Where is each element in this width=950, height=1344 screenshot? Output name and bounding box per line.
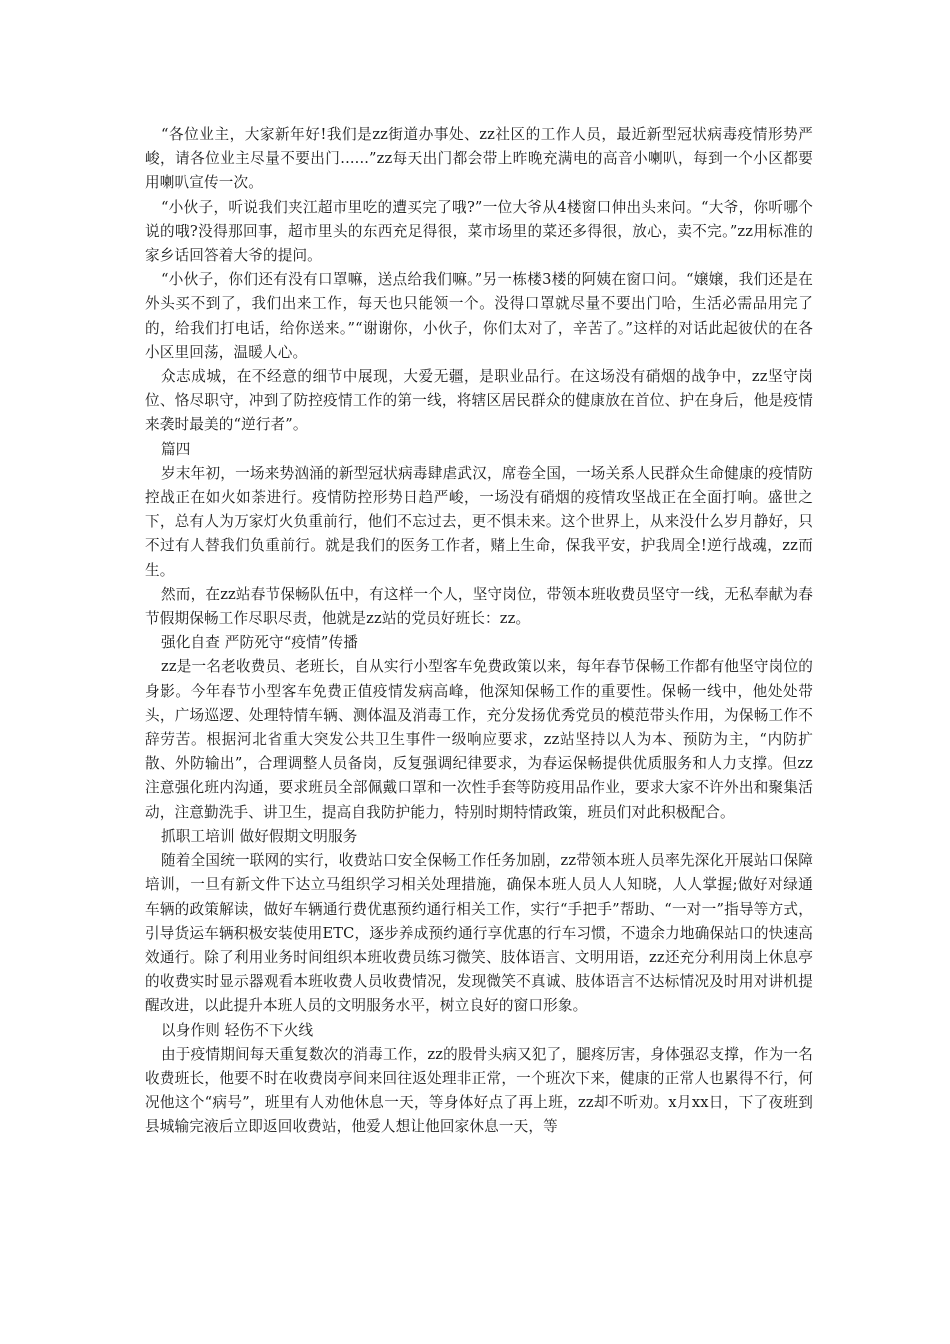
subheading-lead-by-example: 以身作则 轻伤不下火线: [161, 1021, 314, 1039]
subheading-staff-training: 抓职工培训 做好假期文明服务: [161, 827, 358, 845]
paragraph-team-leader-intro: 然而，在zz站春节保畅队伍中，有这样一个人，坚守岗位，带领本班收费员坚守一线，无私奉献为春节假期保畅工作尽职尽责，他就是zz站的党员好班长：zz。: [145, 585, 813, 628]
paragraph-self-inspection: zz是一名老收费员、老班长，自从实行小型客车免费政策以来，每年春节保畅工作都有他坚守岗位的身影。今年春节小型客车免费正值疫情发病高峰，他深知保畅工作的重要性。保畅一线中，他处处带头，广场巡逻、处理特情车辆、测体温及消毒工作，充分发扬优秀党员的模范带头作用，为保畅工作不辞劳苦。根据河北省重大突发公共卫生事件一级响应要求，zz站坚持以人为本、预防为主，“内防扩散、外防输出”，合理调整人员备岗，反复强调纪律要求，为春运保畅提供优质服务和人力支撑。但zz注意强化班内沟通，要求班员全部佩戴口罩和一次性手套等防疫用品作业，要求大家不许外出和聚集活动，注意勤洗手、讲卫生，提高自我防护能力，特别时期特情政策，班员们对此积极配合。: [145, 658, 813, 821]
paragraph-auntie-dialogue: “小伙子，你们还有没有口罩嘛，送点给我们嘛。”另一栋楼3楼的阿姨在窗口问。“嬢嬢，我们还是在外头买不到了，我们出来工作，每天也只能领一个。没得口罩就尽量不要出门哈，生活必需品用完了的，给我们打电话，给你送来。”“谢谢你，小伙子，你们太对了，辛苦了。”这样的对话此起彼伏的在各小区里回荡，温暖人心。: [145, 271, 813, 361]
document-page: [145, 123, 813, 1140]
paragraph-old-man-dialogue: “小伙子，听说我们夹江超市里吃的遭买完了哦?”一位大爷从4楼窗口伸出头来问。“大爷，你听哪个说的哦?没得那回事，超市里头的东西充足得很，菜市场里的菜还多得很，放心，卖不完。”zz用标准的家乡话回答着大爷的提问。: [145, 198, 813, 265]
subheading-self-inspection: 强化自查 严防死守“疫情”传播: [161, 634, 358, 652]
section-title-part-four: 篇四: [161, 440, 191, 458]
paragraph-intro-announcement: “各位业主，大家新年好!我们是zz街道办事处、zz社区的工作人员，最近新型冠状病毒疫情形势严峻，请各位业主尽量不要出门......”zz每天出门都会带上昨晚充满电的高音小喇叭，每到一个小区都要用喇叭宣传一次。: [145, 126, 813, 192]
paragraph-staff-training: 随着全国统一联网的实行，收费站口安全保畅工作任务加剧，zz带领本班人员率先深化开展站口保障培训，一旦有新文件下达立马组织学习相关处理措施，确保本班人员人人知晓，人人掌握;做好对绿通车辆的政策解读，做好车辆通行费优惠预约通行相关工作，实行“手把手”帮助、“一对一”指导等方式，引导货运车辆积极安装使用ETC，逐步养成预约通行享优惠的行车习惯，不遗余力地确保站口的快速高效通行。除了利用业务时间组织本班收费员练习微笑、肢体语言、文明用语，zz还充分利用岗上休息亭的收费实时显示器观看本班收费人员收费情况，发现微笑不真诚、肢体语言不达标情况及时用对讲机提醒改进，以此提升本班人员的文明服务水平，树立良好的窗口形象。: [145, 852, 813, 1015]
paragraph-lead-by-example: 由于疫情期间每天重复数次的消毒工作，zz的股骨头病又犯了，腿疼厉害，身体强忍支撑，作为一名收费班长，他要不时在收费岗亭间来回往返处理非正常，一个班次下来，健康的正常人也累得不行，何况他这个“病号”，班里有人劝他休息一天，等身体好点了再上班，zz却不听劝。x月xx日，下了夜班到县城输完液后立即返回收费站，他爱人想让他回家休息一天，等: [145, 1045, 813, 1136]
paragraph-conclusion: 众志成城，在不经意的细节中展现，大爱无疆，是职业品行。在这场没有硝烟的战争中，zz坚守岗位、恪尽职守，冲到了防控疫情工作的第一线，将辖区居民群众的健康放在首位、护在身后，他是疫情来袭时最美的“逆行者”。: [145, 368, 813, 434]
paragraph-year-end: 岁末年初，一场来势汹涌的新型冠状病毒肆虐武汉，席卷全国，一场关系人民群众生命健康的疫情防控战正在如火如荼进行。疫情防控形势日趋严峻，一场没有硝烟的疫情攻坚战正在全面打响。盛世之下，总有人为万家灯火负重前行，他们不忘过去，更不惧未来。这个世界上，从来没什么岁月静好，只不过有人替我们负重前行。就是我们的医务工作者，赌上生命，保我平安，护我周全!逆行战魂，zz而生。: [145, 464, 813, 579]
